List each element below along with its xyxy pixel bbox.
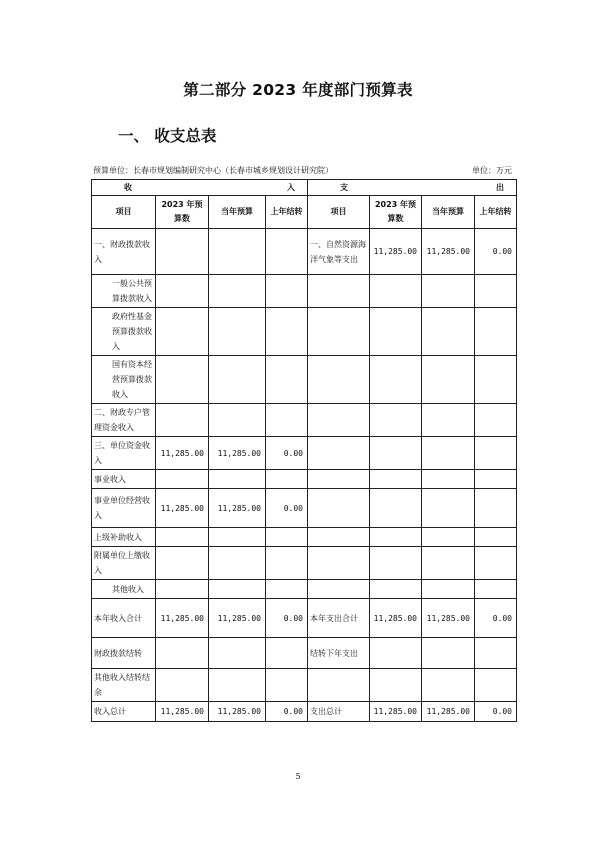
expense-item-cell: 结转下年支出 [308, 638, 370, 669]
amount-cell [209, 229, 266, 275]
amount-cell [370, 404, 422, 437]
amount-cell [209, 638, 266, 669]
expense-item-cell [308, 489, 370, 528]
amount-cell [156, 528, 209, 547]
amount-cell: 0.00 [266, 489, 308, 528]
amount-cell [156, 669, 209, 702]
amount-cell [422, 308, 475, 356]
income-item-cell: 财政拨款结转 [92, 638, 156, 669]
amount-cell: 0.00 [266, 702, 308, 722]
income-item-cell: 国有资本经营预算拨款收入 [92, 356, 156, 404]
amount-cell [475, 528, 517, 547]
income-current-header: 当年预算 [209, 196, 266, 229]
expense-item-cell [308, 356, 370, 404]
income-item-cell: 其他收入结转结余 [92, 669, 156, 702]
header-row-group [92, 180, 517, 196]
amount-cell [422, 547, 475, 580]
amount-cell: 11,285.00 [370, 599, 422, 638]
amount-cell [156, 229, 209, 275]
budget-unit-label: 预算单位：长春市规划编制研究中心（长春市城乡规划设计研究院） [93, 166, 333, 175]
amount-cell: 0.00 [475, 229, 517, 275]
amount-cell [422, 580, 475, 599]
amount-cell: 11,285.00 [156, 489, 209, 528]
amount-cell: 0.00 [266, 437, 308, 470]
amount-cell [209, 356, 266, 404]
income-item-cell: 一、财政拨款收入 [92, 229, 156, 275]
income-budget-header: 2023 年预算数 [156, 196, 209, 229]
page-number: 5 [295, 772, 301, 781]
amount-cell [475, 580, 517, 599]
table-row [92, 229, 517, 275]
amount-cell [422, 470, 475, 489]
amount-cell [156, 275, 209, 308]
table-row [92, 638, 517, 669]
table-row [92, 599, 517, 638]
amount-cell [209, 669, 266, 702]
table-row [92, 669, 517, 702]
amount-cell [370, 547, 422, 580]
amount-cell [370, 356, 422, 404]
amount-cell [370, 437, 422, 470]
amount-cell [370, 308, 422, 356]
income-item-cell: 三、单位资金收入 [92, 437, 156, 470]
amount-cell [370, 489, 422, 528]
amount-cell: 11,285.00 [156, 599, 209, 638]
amount-cell: 11,285.00 [156, 702, 209, 722]
amount-cell [266, 528, 308, 547]
amount-cell [370, 638, 422, 669]
income-item-cell: 事业收入 [92, 470, 156, 489]
amount-cell [475, 275, 517, 308]
amount-cell: 11,285.00 [422, 599, 475, 638]
amount-cell [475, 470, 517, 489]
expense-budget-header: 2023 年预算数 [370, 196, 422, 229]
income-item-cell: 一般公共预算拨款收入 [92, 275, 156, 308]
expense-item-cell [308, 580, 370, 599]
header-row-columns [92, 196, 517, 229]
income-item-cell: 政府性基金预算拨款收入 [92, 308, 156, 356]
amount-cell [209, 308, 266, 356]
expense-item-cell [308, 308, 370, 356]
amount-cell: 11,285.00 [422, 229, 475, 275]
expense-item-cell: 支出总计 [308, 702, 370, 722]
amount-cell [475, 638, 517, 669]
amount-cell: 0.00 [266, 599, 308, 638]
table-row [92, 275, 517, 308]
expense-item-cell [308, 470, 370, 489]
amount-cell [422, 638, 475, 669]
table-row [92, 356, 517, 404]
amount-cell [475, 437, 517, 470]
amount-cell: 0.00 [475, 702, 517, 722]
amount-cell [422, 669, 475, 702]
income-item-cell: 附属单位上缴收入 [92, 547, 156, 580]
amount-cell [209, 275, 266, 308]
amount-cell: 11,285.00 [370, 229, 422, 275]
table-row [92, 308, 517, 356]
amount-cell [266, 669, 308, 702]
amount-cell [370, 470, 422, 489]
amount-cell [209, 580, 266, 599]
amount-cell: 11,285.00 [156, 437, 209, 470]
amount-cell [156, 470, 209, 489]
amount-cell [422, 275, 475, 308]
amount-cell [266, 275, 308, 308]
amount-cell [422, 528, 475, 547]
amount-cell [209, 547, 266, 580]
amount-cell [156, 308, 209, 356]
amount-cell [266, 638, 308, 669]
amount-cell [475, 669, 517, 702]
expense-item-cell [308, 404, 370, 437]
table-row [92, 470, 517, 489]
amount-cell [370, 275, 422, 308]
expense-item-header: 项目 [308, 196, 370, 229]
table-row [92, 404, 517, 437]
expense-item-cell [308, 547, 370, 580]
income-item-cell: 其他收入 [92, 580, 156, 599]
amount-cell: 11,285.00 [209, 489, 266, 528]
amount-cell: 0.00 [475, 599, 517, 638]
amount-cell: 11,285.00 [209, 702, 266, 722]
amount-cell [209, 404, 266, 437]
expense-current-header: 当年预算 [422, 196, 475, 229]
amount-cell [266, 404, 308, 437]
amount-cell [370, 528, 422, 547]
expense-item-cell [308, 437, 370, 470]
page-title: 第二部分 2023 年度部门预算表 [183, 81, 413, 99]
section-title: 一、 收支总表 [118, 127, 217, 145]
income-item-cell: 本年收入合计 [92, 599, 156, 638]
amount-cell [422, 356, 475, 404]
amount-cell [422, 404, 475, 437]
table-row [92, 528, 517, 547]
amount-cell [266, 308, 308, 356]
amount-cell [266, 547, 308, 580]
amount-cell [209, 528, 266, 547]
amount-cell [475, 489, 517, 528]
expense-group-header: 支 出 [308, 180, 517, 196]
income-item-cell: 二、财政专户管理资金收入 [92, 404, 156, 437]
amount-cell [266, 470, 308, 489]
amount-cell [266, 229, 308, 275]
amount-cell [156, 404, 209, 437]
income-item-cell: 收入总计 [92, 702, 156, 722]
expense-item-cell [308, 528, 370, 547]
amount-cell: 11,285.00 [209, 599, 266, 638]
table-row [92, 437, 517, 470]
table-row [92, 489, 517, 528]
amount-cell [475, 404, 517, 437]
amount-cell [475, 547, 517, 580]
budget-summary-table [91, 179, 517, 722]
income-group-header: 收 入 [92, 180, 308, 196]
amount-cell [370, 669, 422, 702]
amount-cell [156, 638, 209, 669]
income-carry-header: 上年结转 [266, 196, 308, 229]
table-row [92, 702, 517, 722]
expense-carry-header: 上年结转 [475, 196, 517, 229]
expense-item-cell: 本年支出合计 [308, 599, 370, 638]
expense-item-cell: 一、自然资源海洋气象等支出 [308, 229, 370, 275]
amount-cell [370, 580, 422, 599]
amount-cell [156, 547, 209, 580]
amount-cell: 11,285.00 [422, 702, 475, 722]
income-item-header: 项目 [92, 196, 156, 229]
table-row [92, 580, 517, 599]
amount-cell: 11,285.00 [370, 702, 422, 722]
amount-cell [156, 580, 209, 599]
amount-cell [266, 356, 308, 404]
amount-cell [475, 308, 517, 356]
amount-cell [156, 356, 209, 404]
income-item-cell: 上级补助收入 [92, 528, 156, 547]
amount-cell [422, 489, 475, 528]
expense-item-cell [308, 669, 370, 702]
amount-cell [475, 356, 517, 404]
amount-cell [209, 470, 266, 489]
table-row [92, 547, 517, 580]
currency-unit-label: 单位：万元 [472, 166, 512, 175]
amount-cell [266, 580, 308, 599]
expense-item-cell [308, 275, 370, 308]
amount-cell: 11,285.00 [209, 437, 266, 470]
income-item-cell: 事业单位经营收入 [92, 489, 156, 528]
amount-cell [422, 437, 475, 470]
